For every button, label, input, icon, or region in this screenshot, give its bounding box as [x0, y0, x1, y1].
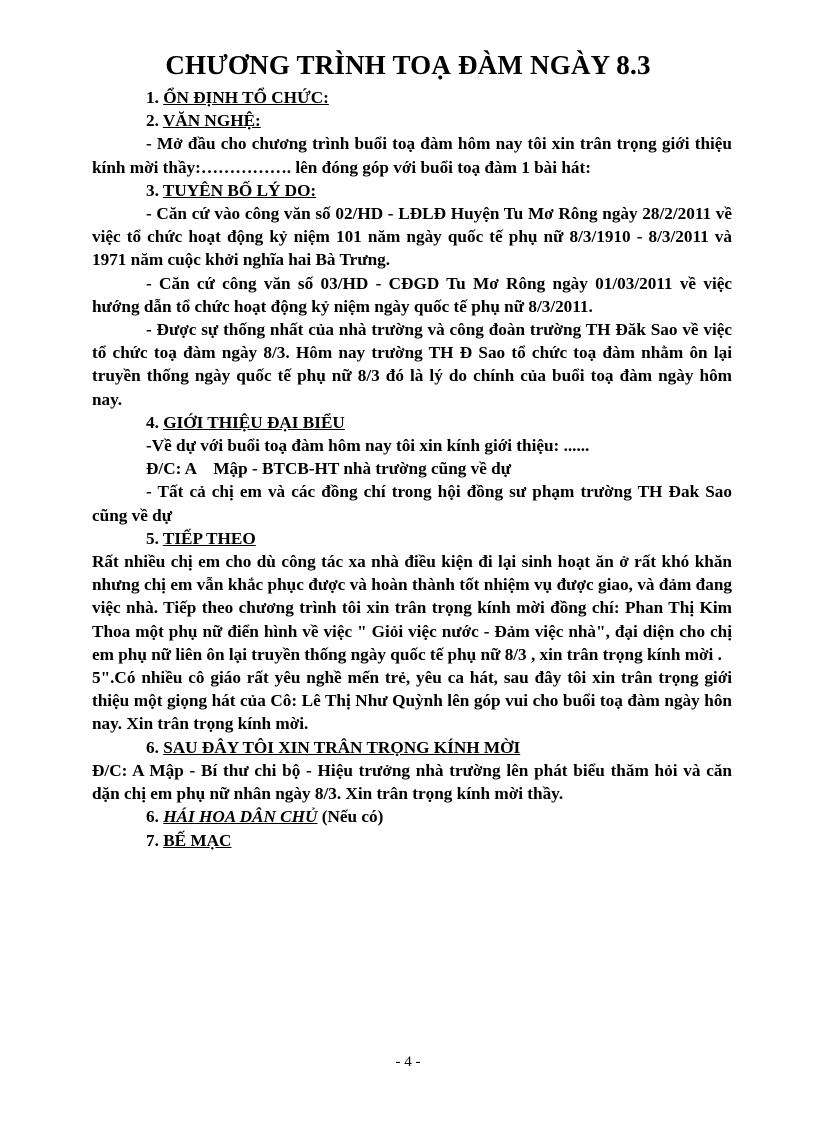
- paragraph: - Tất cả chị em và các đồng chí trong hội đồng sư phạm trường TH Đak Sao cũng về dự: [92, 482, 732, 525]
- section-number: 1.: [146, 88, 164, 107]
- section-heading-5: [92, 527, 732, 550]
- document-body: [92, 86, 732, 852]
- section-title: BẾ MẠC: [163, 830, 232, 850]
- section-title: VĂN NGHỆ:: [162, 111, 261, 131]
- section-heading-6b: [92, 805, 732, 828]
- section-heading-6: [92, 736, 732, 759]
- page-number: - 4 -: [395, 1054, 421, 1070]
- section-heading-4: [92, 411, 732, 434]
- paragraph: - Được sự thống nhất của nhà trường và công đoàn trường TH Đăk Sao về việc tổ chức toạ đàm ngày 8/3. Hôm nay trường TH Đ Sao tổ chức toạ đàm nhằm ôn lại truyền thống ngày quốc tế phụ nữ 8/3 đó là lý do chính của buổi toạ đàm ngày hôm nay.: [92, 320, 732, 409]
- section-title: SAU ĐÂY TÔI XIN TRÂN TRỌNG KÍNH MỜI: [163, 737, 521, 757]
- paragraph: 5".Có nhiều cô giáo rất yêu nghề mến trẻ, yêu ca hát, sau đây tôi xin trân trọng giới thiệu một giọng hát của Cô: Lê Thị Như Quỳnh lên góp vui cho buổi toạ đàm ngày hôn nay. Xin trân trọng kính mời.: [92, 668, 732, 734]
- section-title: TUYÊN BỐ LÝ DO:: [162, 180, 317, 200]
- paragraph: Đ/C: A Mập - BTCB-HT nhà trường cũng về dự: [146, 459, 512, 479]
- section-title: HÁI HOA DÂN CHỦ: [163, 807, 318, 827]
- paragraph: - Mở đầu cho chương trình buổi toạ đàm hôm nay tôi xin trân trọng giới thiệu kính mời thầy:……………. lên đóng góp với buổi toạ đàm 1 bài hát:: [92, 134, 732, 177]
- section-number: 3.: [146, 180, 163, 200]
- page-title: CHƯƠNG TRÌNH TOẠ ĐÀM NGÀY 8.3: [165, 50, 651, 80]
- section-heading-2: [92, 109, 732, 132]
- section-number: 6.: [146, 807, 164, 827]
- section-number: 4.: [146, 412, 164, 432]
- section-number: 2.: [146, 111, 163, 131]
- section-title: GIỚI THIỆU ĐẠI BIỂU: [163, 412, 345, 432]
- section-number: 6.: [146, 737, 164, 757]
- section-number: 7.: [146, 830, 164, 850]
- paragraph: - Căn cứ vào công văn số 02/HD - LĐLĐ Huyện Tu Mơ Rông ngày 28/2/2011 về việc tổ chức hoạt động kỷ niệm 101 năm ngày quốc tế phụ nữ 8/3/1910 - 8/3/2011 và 1971 năm cuộc khởi nghĩa hai Bà Trưng.: [92, 204, 732, 270]
- section-title: TIẾP THEO: [162, 528, 256, 548]
- paragraph: Đ/C: A Mập - Bí thư chi bộ - Hiệu trưởng nhà trường lên phát biểu thăm hỏi và căn dặn chị em phụ nữ nhân ngày 8/3. Xin trân trọng kính mời thầy.: [92, 760, 732, 804]
- section-heading-3: [92, 179, 732, 202]
- paragraph: -Về dự với buổi toạ đàm hôm nay tôi xin kính giới thiệu: ......: [146, 436, 590, 456]
- paragraph: - Căn cứ công văn số 03/HD - CĐGD Tu Mơ Rông ngày 01/03/2011 về việc hướng dẫn tổ chức hoạt động kỷ niệm ngày quốc tế phụ nữ 8/3/2011.: [92, 273, 732, 316]
- section-number: 5.: [146, 528, 163, 548]
- paragraph: Rất nhiều chị em cho dù công tác xa nhà điều kiện đi lại sinh hoạt ăn ở rất khó khăn nhưng chị em vẫn khắc phục được và hoàn thành tốt nhiệm vụ được giao, và đảm đang việc nhà. Tiếp theo chương trình tôi xin trân trọng kính mời đồng chí: Phan Thị Kim Thoa một phụ nữ điển hình về việc " Giỏi việc nước - Đảm việc nhà", đại diện cho chị em phụ nữ liên ôn lại truyền thống ngày quốc tế phụ nữ 8/3 , xin trân trọng kính mời .: [92, 552, 732, 664]
- section-heading-7: [92, 829, 732, 852]
- section-title: ỔN ĐỊNH TỔ CHỨC:: [163, 88, 329, 107]
- section-note: (Nếu có): [317, 807, 384, 827]
- section-heading-1: [92, 86, 732, 109]
